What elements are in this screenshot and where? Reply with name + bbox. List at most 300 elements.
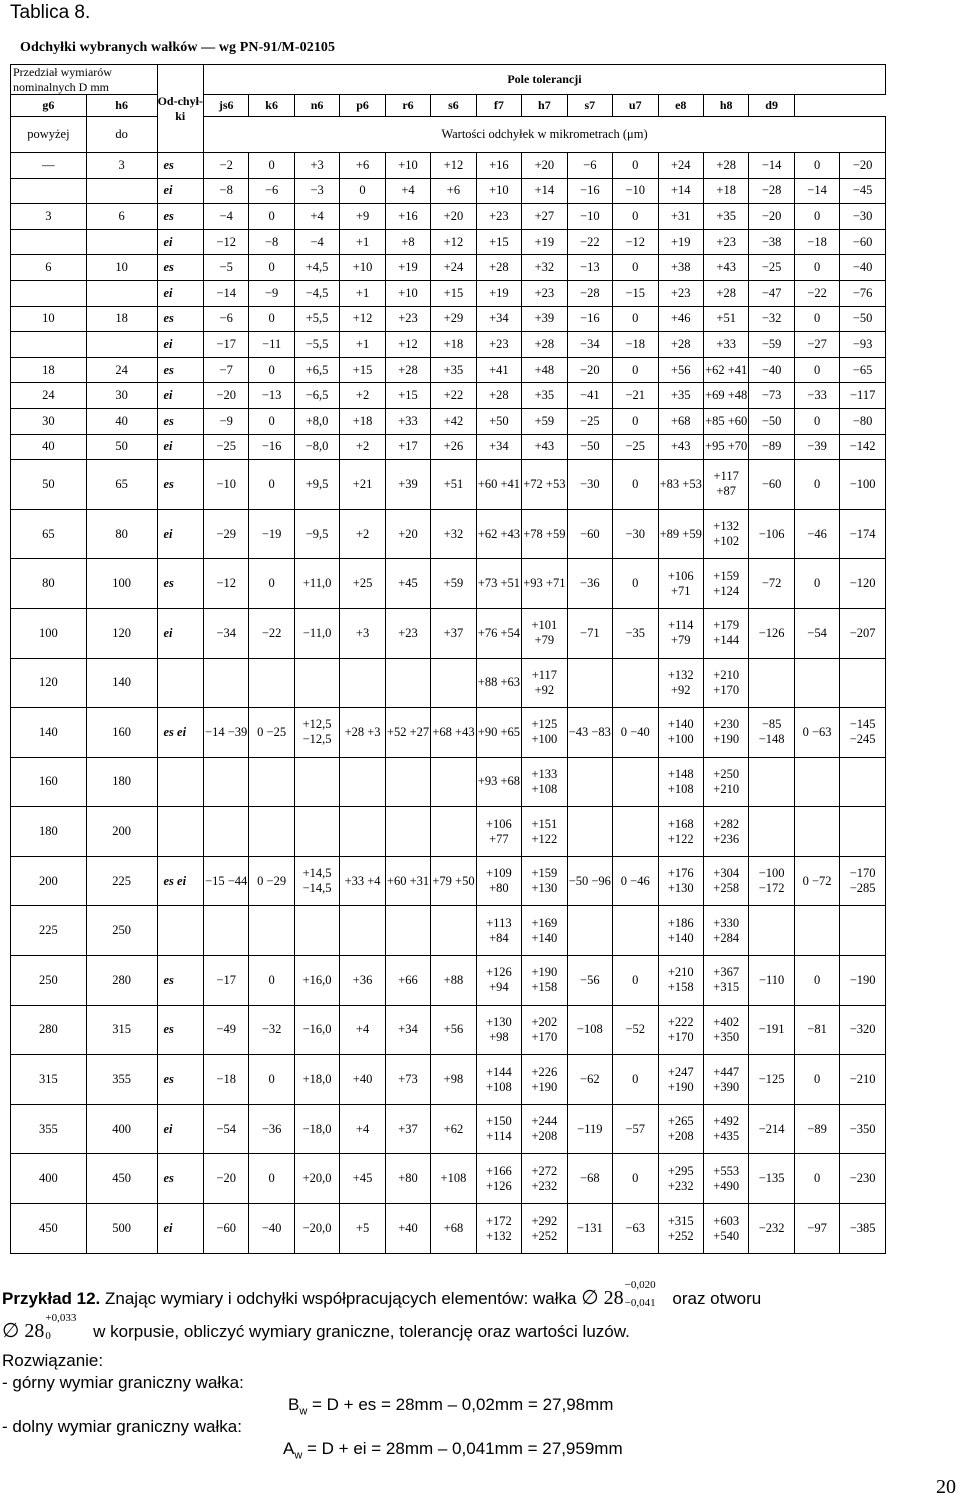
hole-upper-deviation: +0,033 bbox=[45, 1312, 77, 1324]
deviation-value: −232 bbox=[749, 1204, 794, 1254]
deviation-value: 0 bbox=[613, 956, 658, 1006]
deviation-value: −43 −83 bbox=[567, 708, 612, 758]
deviation-value: 0 bbox=[249, 1154, 294, 1204]
deviation-value: −120 bbox=[840, 559, 886, 609]
deviation-value: −38 bbox=[749, 229, 794, 255]
deviation-value bbox=[294, 807, 339, 857]
table-row bbox=[11, 757, 886, 807]
deviation-value: −230 bbox=[840, 1154, 886, 1204]
deviation-value: +46 bbox=[658, 306, 703, 332]
size-from: 225 bbox=[11, 906, 87, 956]
deviation-value: +45 bbox=[340, 1154, 385, 1204]
deviation-value: +18 bbox=[703, 178, 748, 204]
deviation-value bbox=[749, 658, 794, 708]
deviation-value bbox=[431, 757, 476, 807]
table-row bbox=[11, 332, 886, 358]
deviation-value: −5,5 bbox=[294, 332, 339, 358]
deviation-code: es bbox=[157, 1005, 203, 1055]
deviation-value: −20 bbox=[567, 357, 612, 383]
deviation-value: +24 bbox=[431, 255, 476, 281]
deviation-value: +15 bbox=[431, 280, 476, 306]
deviation-value: +265 +208 bbox=[658, 1104, 703, 1154]
deviation-value: −125 bbox=[749, 1055, 794, 1105]
deviation-value: −12 bbox=[203, 559, 248, 609]
deviation-value: −34 bbox=[203, 608, 248, 658]
deviation-value: +20 bbox=[522, 153, 567, 179]
size-from: 280 bbox=[11, 1005, 87, 1055]
deviation-value: +1 bbox=[340, 332, 385, 358]
size-from: 355 bbox=[11, 1104, 87, 1154]
deviation-value: +23 bbox=[658, 280, 703, 306]
table-caption: Odchyłki wybranych wałków — wg PN-91/M-02105 bbox=[20, 40, 336, 55]
deviation-value: −40 bbox=[749, 357, 794, 383]
deviation-value: −27 bbox=[794, 332, 839, 358]
deviation-value: +88 +63 bbox=[476, 658, 521, 708]
size-from bbox=[11, 280, 87, 306]
deviation-value: 0 −72 bbox=[794, 856, 839, 906]
size-to bbox=[86, 280, 157, 306]
size-from: 140 bbox=[11, 708, 87, 758]
deviation-value bbox=[567, 658, 612, 708]
range-header: Przedział wymiarów nominalnych D mm bbox=[11, 65, 158, 95]
deviation-value: +89 +59 bbox=[658, 509, 703, 559]
deviation-value: +603 +540 bbox=[703, 1204, 748, 1254]
deviation-value: −89 bbox=[794, 1104, 839, 1154]
deviation-value: +2 bbox=[340, 509, 385, 559]
deviation-code: ei bbox=[157, 1104, 203, 1154]
deviation-value: +1 bbox=[340, 280, 385, 306]
size-to: 250 bbox=[86, 906, 157, 956]
deviation-value: −4 bbox=[203, 204, 248, 230]
deviation-value: +23 bbox=[703, 229, 748, 255]
deviation-value: −100 bbox=[840, 460, 886, 510]
deviation-value: −15 bbox=[613, 280, 658, 306]
deviation-value: −15 −44 bbox=[203, 856, 248, 906]
deviation-value: 0 bbox=[794, 255, 839, 281]
step-2-label: - dolny wymiar graniczny wałka: bbox=[2, 1417, 242, 1436]
deviation-value: +8,0 bbox=[294, 408, 339, 434]
deviation-value: −320 bbox=[840, 1005, 886, 1055]
deviation-value: +28 bbox=[658, 332, 703, 358]
deviation-value: 0 bbox=[794, 1055, 839, 1105]
deviation-value: +304 +258 bbox=[703, 856, 748, 906]
deviation-code: es bbox=[157, 1154, 203, 1204]
field-s7: s7 bbox=[567, 95, 612, 117]
deviation-value: +230 +190 bbox=[703, 708, 748, 758]
deviation-value: −20,0 bbox=[294, 1204, 339, 1254]
deviation-value: 0 bbox=[613, 255, 658, 281]
deviation-value: +17 bbox=[385, 434, 430, 460]
deviation-value: −16,0 bbox=[294, 1005, 339, 1055]
example-label: Przykład 12. bbox=[2, 1289, 101, 1308]
deviation-value: +8 bbox=[385, 229, 430, 255]
deviation-value: +66 bbox=[385, 956, 430, 1006]
deviation-code: ei bbox=[157, 332, 203, 358]
deviation-value: +78 +59 bbox=[522, 509, 567, 559]
deviation-value: −20 bbox=[749, 204, 794, 230]
deviation-value bbox=[794, 906, 839, 956]
deviation-value: −17 bbox=[203, 332, 248, 358]
table-row bbox=[11, 856, 886, 906]
deviation-value: −12 bbox=[203, 229, 248, 255]
deviation-value: +16,0 bbox=[294, 956, 339, 1006]
deviation-value: +151 +122 bbox=[522, 807, 567, 857]
deviation-value: +113 +84 bbox=[476, 906, 521, 956]
deviation-value: −142 bbox=[840, 434, 886, 460]
deviation-code: es bbox=[157, 559, 203, 609]
deviation-value: −19 bbox=[249, 509, 294, 559]
field-g6: g6 bbox=[11, 95, 87, 117]
deviation-value bbox=[431, 807, 476, 857]
deviation-value: +88 bbox=[431, 956, 476, 1006]
deviation-value: +148 +108 bbox=[658, 757, 703, 807]
field-s6: s6 bbox=[431, 95, 476, 117]
size-from bbox=[11, 178, 87, 204]
deviation-value bbox=[840, 658, 886, 708]
deviation-value: +1 bbox=[340, 229, 385, 255]
deviation-value: +59 bbox=[431, 559, 476, 609]
table-row bbox=[11, 280, 886, 306]
field-r6: r6 bbox=[385, 95, 430, 117]
deviation-value: +6 bbox=[340, 153, 385, 179]
deviation-value: −12 bbox=[613, 229, 658, 255]
deviation-value: +35 bbox=[703, 204, 748, 230]
deviation-value: +73 +51 bbox=[476, 559, 521, 609]
deviation-value: +51 bbox=[431, 460, 476, 510]
deviation-value: +202 +170 bbox=[522, 1005, 567, 1055]
deviation-value bbox=[340, 906, 385, 956]
deviation-value: +39 bbox=[385, 460, 430, 510]
deviation-value: 0 bbox=[613, 204, 658, 230]
deviation-value: −170 −285 bbox=[840, 856, 886, 906]
deviation-value: −36 bbox=[567, 559, 612, 609]
deviation-value: +14 bbox=[658, 178, 703, 204]
deviation-value: +19 bbox=[476, 280, 521, 306]
deviation-value: 0 bbox=[794, 956, 839, 1006]
size-from: 400 bbox=[11, 1154, 87, 1204]
deviation-value: −22 bbox=[249, 608, 294, 658]
size-from: 30 bbox=[11, 408, 87, 434]
deviation-value: −18,0 bbox=[294, 1104, 339, 1154]
deviation-value: −97 bbox=[794, 1204, 839, 1254]
size-to: 30 bbox=[86, 383, 157, 409]
deviation-value: +6,5 bbox=[294, 357, 339, 383]
deviation-value: −32 bbox=[249, 1005, 294, 1055]
size-from: 80 bbox=[11, 559, 87, 609]
deviation-value: +19 bbox=[658, 229, 703, 255]
deviation-value: +3 bbox=[340, 608, 385, 658]
deviation-value: +186 +140 bbox=[658, 906, 703, 956]
deviation-value: +83 +53 bbox=[658, 460, 703, 510]
deviation-value: +21 bbox=[340, 460, 385, 510]
table-row bbox=[11, 1154, 886, 1204]
deviation-value: +12 bbox=[340, 306, 385, 332]
deviation-value: +109 +80 bbox=[476, 856, 521, 906]
deviation-value: −22 bbox=[567, 229, 612, 255]
size-from: 24 bbox=[11, 383, 87, 409]
size-to: 400 bbox=[86, 1104, 157, 1154]
deviation-value: +62 +41 bbox=[703, 357, 748, 383]
deviation-value: −6 bbox=[567, 153, 612, 179]
deviation-value: 0 bbox=[249, 357, 294, 383]
unit-header: Wartości odchyłek w mikrometrach (μm) bbox=[203, 117, 885, 153]
deviation-value: +34 bbox=[476, 306, 521, 332]
table-row bbox=[11, 178, 886, 204]
deviation-code: es bbox=[157, 357, 203, 383]
deviation-value: +93 +68 bbox=[476, 757, 521, 807]
deviation-value: 0 bbox=[249, 559, 294, 609]
deviation-value: +117 +87 bbox=[703, 460, 748, 510]
deviation-code: es ei bbox=[157, 708, 203, 758]
table-row bbox=[11, 509, 886, 559]
page-title: Tablica 8. bbox=[10, 2, 91, 23]
size-to: 24 bbox=[86, 357, 157, 383]
deviation-value: +40 bbox=[340, 1055, 385, 1105]
table-row bbox=[11, 460, 886, 510]
deviation-value: −73 bbox=[749, 383, 794, 409]
deviation-value: −207 bbox=[840, 608, 886, 658]
deviation-value: −8 bbox=[203, 178, 248, 204]
table-row bbox=[11, 906, 886, 956]
deviation-value: −4 bbox=[294, 229, 339, 255]
size-to: 100 bbox=[86, 559, 157, 609]
size-from: 200 bbox=[11, 856, 87, 906]
deviation-value: 0 bbox=[613, 357, 658, 383]
deviation-value: −135 bbox=[749, 1154, 794, 1204]
deviation-value: +98 bbox=[431, 1055, 476, 1105]
deviation-value bbox=[203, 906, 248, 956]
deviation-value: −65 bbox=[840, 357, 886, 383]
deviation-value: −14 bbox=[749, 153, 794, 179]
deviation-value: +60 +31 bbox=[385, 856, 430, 906]
deviation-value bbox=[385, 757, 430, 807]
deviation-value: +117 +92 bbox=[522, 658, 567, 708]
deviation-value: 0 bbox=[794, 1154, 839, 1204]
deviation-value: −36 bbox=[249, 1104, 294, 1154]
deviation-value: +168 +122 bbox=[658, 807, 703, 857]
deviation-value: +295 +232 bbox=[658, 1154, 703, 1204]
deviation-value: 0 bbox=[613, 153, 658, 179]
deviation-value: −11 bbox=[249, 332, 294, 358]
deviation-value: −68 bbox=[567, 1154, 612, 1204]
deviation-value: +80 bbox=[385, 1154, 430, 1204]
deviation-code bbox=[157, 658, 203, 708]
deviation-value: −119 bbox=[567, 1104, 612, 1154]
table-row bbox=[11, 1104, 886, 1154]
deviation-value: +19 bbox=[385, 255, 430, 281]
deviation-value: −89 bbox=[749, 434, 794, 460]
size-from: 250 bbox=[11, 956, 87, 1006]
deviation-value: +3 bbox=[294, 153, 339, 179]
deviation-value: −126 bbox=[749, 608, 794, 658]
table-row bbox=[11, 204, 886, 230]
deviation-value: +282 +236 bbox=[703, 807, 748, 857]
deviation-value: +159 +124 bbox=[703, 559, 748, 609]
deviation-code: es bbox=[157, 408, 203, 434]
deviation-value: +95 +70 bbox=[703, 434, 748, 460]
deviation-value bbox=[749, 807, 794, 857]
size-from bbox=[11, 229, 87, 255]
example-line-2-text: w korpusie, obliczyć wymiary graniczne, tolerancję oraz wartości luzów. bbox=[93, 1322, 630, 1341]
deviation-value: 0 bbox=[249, 204, 294, 230]
deviation-code: ei bbox=[157, 383, 203, 409]
deviation-value: +60 +41 bbox=[476, 460, 521, 510]
deviation-value: +45 bbox=[385, 559, 430, 609]
deviation-value: +23 bbox=[385, 608, 430, 658]
deviation-value: −16 bbox=[567, 306, 612, 332]
deviation-code: ei bbox=[157, 178, 203, 204]
deviation-value: +35 bbox=[431, 357, 476, 383]
deviation-value: −60 bbox=[567, 509, 612, 559]
deviation-value: +41 bbox=[476, 357, 521, 383]
deviation-value: +132 +92 bbox=[658, 658, 703, 708]
deviation-value: +24 bbox=[658, 153, 703, 179]
size-to: 180 bbox=[86, 757, 157, 807]
deviation-value: +2 bbox=[340, 383, 385, 409]
deviation-value: +43 bbox=[703, 255, 748, 281]
deviation-value: +226 +190 bbox=[522, 1055, 567, 1105]
deviation-value: +39 bbox=[522, 306, 567, 332]
deviation-value: +11,0 bbox=[294, 559, 339, 609]
deviation-value bbox=[203, 658, 248, 708]
deviation-value: −25 bbox=[749, 255, 794, 281]
deviation-value: +176 +130 bbox=[658, 856, 703, 906]
deviation-value: −6 bbox=[203, 306, 248, 332]
step-1-label: - górny wymiar graniczny wałka: bbox=[2, 1373, 244, 1392]
example-intro: Znając wymiary i odchyłki współpracujących elementów: wałka bbox=[105, 1289, 577, 1308]
size-to: 225 bbox=[86, 856, 157, 906]
deviation-value: −35 bbox=[613, 608, 658, 658]
size-from bbox=[11, 332, 87, 358]
size-from: 120 bbox=[11, 658, 87, 708]
deviation-value: +125 +100 bbox=[522, 708, 567, 758]
deviation-value bbox=[385, 906, 430, 956]
deviation-value: −60 bbox=[840, 229, 886, 255]
deviation-code: ei bbox=[157, 608, 203, 658]
deviation-value: −45 bbox=[840, 178, 886, 204]
deviation-value: −57 bbox=[613, 1104, 658, 1154]
deviation-value: +159 +130 bbox=[522, 856, 567, 906]
deviation-value: −59 bbox=[749, 332, 794, 358]
size-from: 160 bbox=[11, 757, 87, 807]
deviation-value: +15 bbox=[385, 383, 430, 409]
deviation-value: +190 +158 bbox=[522, 956, 567, 1006]
deviation-value: +16 bbox=[385, 204, 430, 230]
deviation-value: 0 −29 bbox=[249, 856, 294, 906]
deviation-value: −54 bbox=[203, 1104, 248, 1154]
deviation-value: +106 +71 bbox=[658, 559, 703, 609]
deviation-value: +150 +114 bbox=[476, 1104, 521, 1154]
table-row bbox=[11, 255, 886, 281]
deviation-value: +25 bbox=[340, 559, 385, 609]
solution-label: Rozwiązanie: bbox=[2, 1351, 104, 1370]
to-header: do bbox=[86, 117, 157, 153]
deviation-value: 0 bbox=[794, 408, 839, 434]
deviation-value: +51 bbox=[703, 306, 748, 332]
field-h7: h7 bbox=[522, 95, 567, 117]
deviation-value bbox=[249, 807, 294, 857]
deviation-value: +18 bbox=[431, 332, 476, 358]
deviation-value: −18 bbox=[203, 1055, 248, 1105]
deviation-value: 0 bbox=[794, 306, 839, 332]
table-row bbox=[11, 1005, 886, 1055]
deviation-value: +20,0 bbox=[294, 1154, 339, 1204]
table-row bbox=[11, 357, 886, 383]
deviation-value: +4,5 bbox=[294, 255, 339, 281]
size-from: 40 bbox=[11, 434, 87, 460]
deviation-value: +12 bbox=[431, 229, 476, 255]
deviation-value: −25 bbox=[567, 408, 612, 434]
table-row bbox=[11, 383, 886, 409]
deviation-value: +72 +53 bbox=[522, 460, 567, 510]
size-to: 450 bbox=[86, 1154, 157, 1204]
deviation-value bbox=[431, 658, 476, 708]
size-to: 200 bbox=[86, 807, 157, 857]
deviation-value: +28 bbox=[476, 383, 521, 409]
deviation-value: −214 bbox=[749, 1104, 794, 1154]
above-header: powyżej bbox=[11, 117, 87, 153]
deviation-value: −106 bbox=[749, 509, 794, 559]
table-row bbox=[11, 434, 886, 460]
deviation-value: +447 +390 bbox=[703, 1055, 748, 1105]
deviation-value: −52 bbox=[613, 1005, 658, 1055]
size-from: — bbox=[11, 153, 87, 179]
deviation-value: +9 bbox=[340, 204, 385, 230]
deviation-value: −85 −148 bbox=[749, 708, 794, 758]
deviation-value: 0 bbox=[249, 153, 294, 179]
deviation-value: +52 +27 bbox=[385, 708, 430, 758]
table-row bbox=[11, 608, 886, 658]
deviation-value: +19 bbox=[522, 229, 567, 255]
deviation-value: −20 bbox=[203, 1154, 248, 1204]
deviation-value: −14 bbox=[794, 178, 839, 204]
deviation-value: +26 bbox=[431, 434, 476, 460]
deviation-value: −14 bbox=[203, 280, 248, 306]
deviation-value: +292 +252 bbox=[522, 1204, 567, 1254]
size-from: 18 bbox=[11, 357, 87, 383]
deviation-value: +32 bbox=[522, 255, 567, 281]
deviation-value: −30 bbox=[840, 204, 886, 230]
deviation-value: +43 bbox=[522, 434, 567, 460]
deviation-value: −81 bbox=[794, 1005, 839, 1055]
deviation-value: −20 bbox=[840, 153, 886, 179]
deviation-value: −50 bbox=[567, 434, 612, 460]
tolerance-field-header: Pole tolerancji bbox=[203, 65, 885, 95]
deviation-value: +68 +43 bbox=[431, 708, 476, 758]
deviation-value: +33 bbox=[385, 408, 430, 434]
deviation-value: +6 bbox=[431, 178, 476, 204]
deviation-value: +4 bbox=[340, 1104, 385, 1154]
size-to: 10 bbox=[86, 255, 157, 281]
deviation-value bbox=[567, 807, 612, 857]
deviation-value: −41 bbox=[567, 383, 612, 409]
deviation-value: −5 bbox=[203, 255, 248, 281]
size-to: 80 bbox=[86, 509, 157, 559]
deviation-value: 0 bbox=[249, 956, 294, 1006]
deviation-value: +56 bbox=[431, 1005, 476, 1055]
deviation-value: −131 bbox=[567, 1204, 612, 1254]
deviation-value: −46 bbox=[794, 509, 839, 559]
deviation-value: +27 bbox=[522, 204, 567, 230]
deviation-code: es ei bbox=[157, 856, 203, 906]
deviation-value: +23 bbox=[385, 306, 430, 332]
deviation-value: 0 bbox=[249, 1055, 294, 1105]
field-h8: h8 bbox=[703, 95, 748, 117]
deviation-value: +130 +98 bbox=[476, 1005, 521, 1055]
deviation-value bbox=[567, 906, 612, 956]
deviation-value bbox=[840, 807, 886, 857]
deviation-value: 0 bbox=[613, 306, 658, 332]
